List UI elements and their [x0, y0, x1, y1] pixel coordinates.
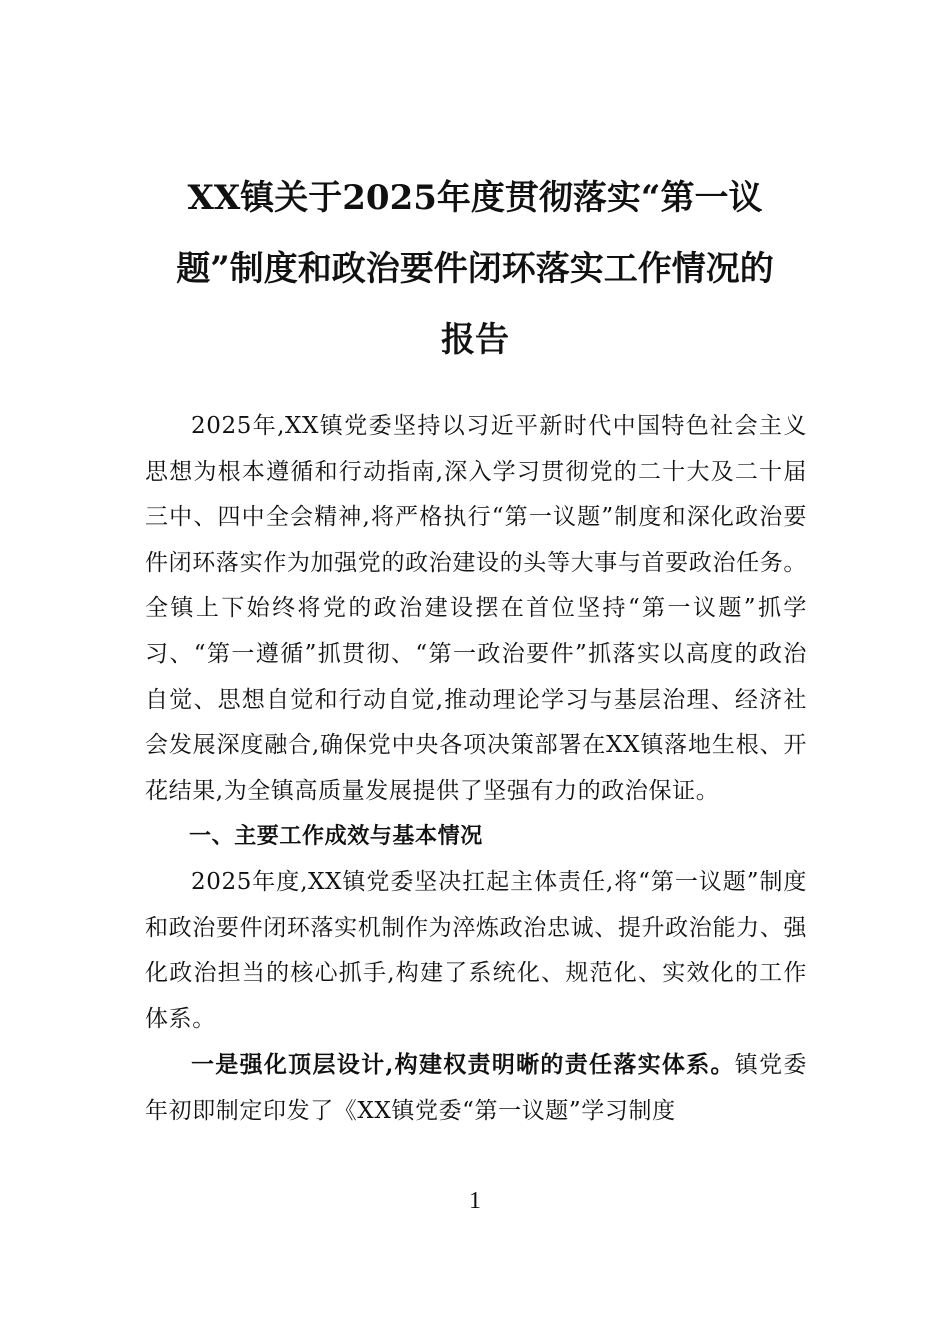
paragraph-intro: 2025年,XX镇党委坚持以习近平新时代中国特色社会主义思想为根本遵循和行动指南,深入学习贯彻党的二十大及二十届三中、四中全会精神,将严格执行“第一议题”制度和深化政治要件闭环落实作为加强党的政治建设的头等大事与首要政治任务。全镇上下始终将党的政治建设摆在首位坚持“第一议题”抓学习、“第一遵循”抓贯彻、“第一政治要件”抓落实以高度的政治自觉、思想自觉和行动自觉,推动理论学习与基层治理、经济社会发展深度融合,确保党中央各项决策部署在XX镇落地生根、开花结果,为全镇高质量发展提供了坚强有力的政治保证。 — [145, 413, 807, 804]
section-heading-1: 一、主要工作成效与基本情况 — [189, 824, 483, 850]
title-line-3: 报告 — [441, 320, 509, 360]
document-body — [145, 404, 807, 1135]
paragraph-point-1-lead: 一是强化顶层设计,构建权责明晰的责任落实体系。 — [191, 1051, 735, 1079]
title-line-2: 题”制度和政治要件闭环落实工作情况的 — [176, 249, 774, 289]
paragraph-section-1-summary: 2025年度,XX镇党委坚决扛起主体责任,将“第一议题”制度和政治要件闭环落实机制作为淬炼政治忠诚、提升政治能力、强化政治担当的核心抓手,构建了系统化、规范化、实效化的工作体系。 — [145, 868, 807, 1032]
page-title — [145, 163, 805, 376]
paragraph-point-1-text: 镇党委年初即制定印发了《XX镇党委“第一议题”学习制度 — [145, 1052, 807, 1124]
page-number: 1 — [469, 1188, 481, 1214]
paragraph-point-1 — [145, 1042, 807, 1134]
title-line-1: XX镇关于2025年度贯彻落实“第一议 — [187, 178, 763, 218]
